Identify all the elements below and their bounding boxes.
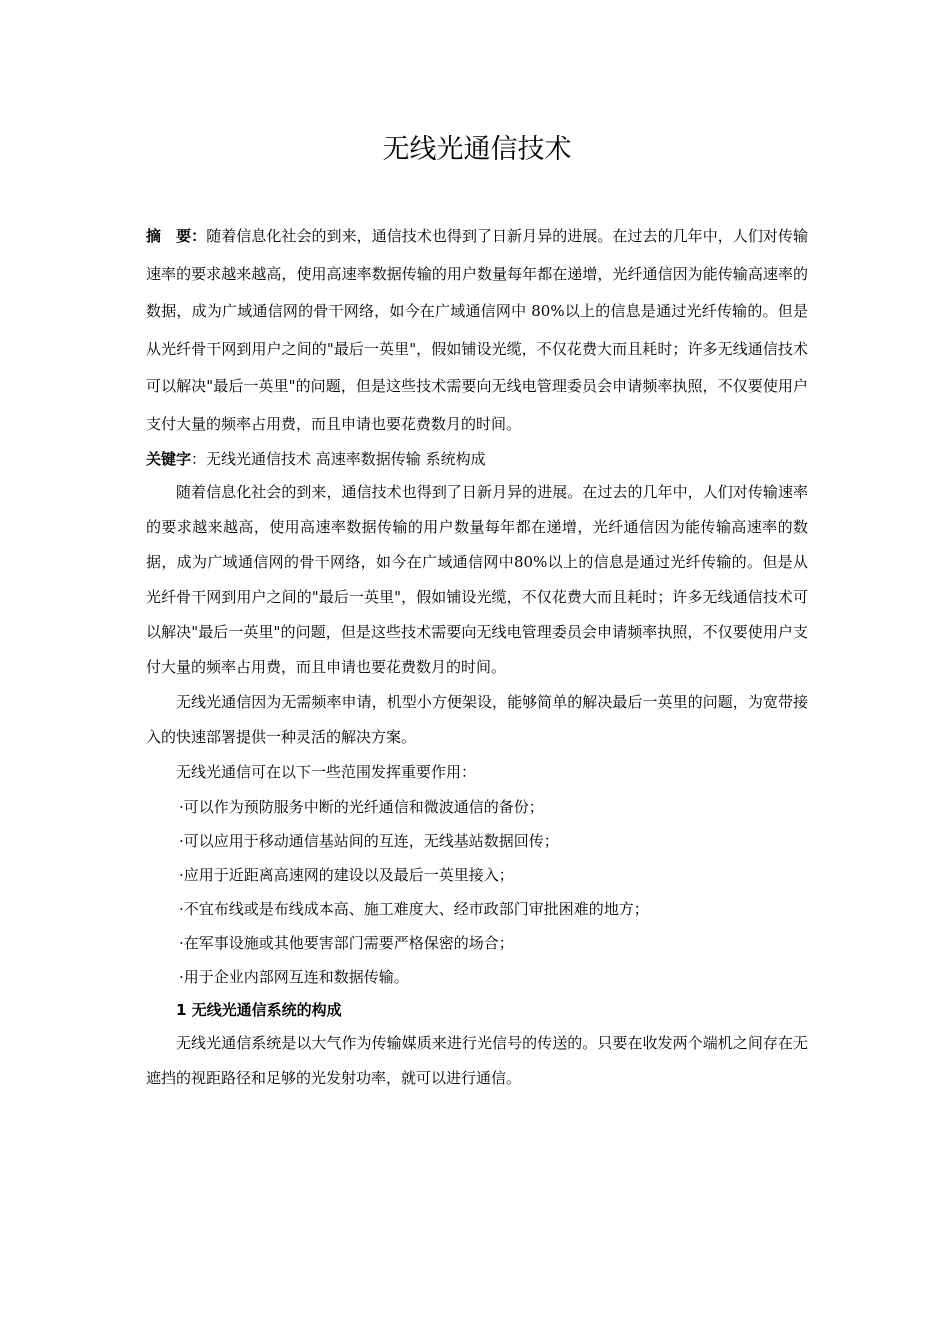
list-item: ·可以应用于移动通信基站间的互连，无线基站数据回传； bbox=[179, 832, 559, 850]
abstract-text: 随着信息化社会的到来，通信技术也得到了日新月异的进展。在过去的几年中，人们对传输速率的要求越来越高，使用高速率数据传输的用户数量每年都在递增，光纤通信因为能传输高速率的数据，成为广域通信网的骨干网络，如今在广域通信网中 80%以上的信息是通过光纤传输的。但是从光纤骨干网到用户之间的"最后一英里"，假如铺设光缆，不仅花费大而且耗时；许多无线通信技术可以解决"最后一英里"的问题，但是这些技术需要向无线电管理委员会申请频率执照，不仅要使用户支付大量的频率占用费，而且申请也要花费数月的时间。 bbox=[146, 227, 808, 433]
abstract bbox=[146, 218, 808, 443]
list-item: ·在军事设施或其他要害部门需要严格保密的场合； bbox=[179, 934, 514, 952]
document-body bbox=[146, 218, 808, 1096]
intro-paragraph: 随着信息化社会的到来，通信技术也得到了日新月异的进展。在过去的几年中，人们对传输速率的要求越来越高，使用高速率数据传输的用户数量每年都在递增，光纤通信因为能传输高速率的数据，成为广域通信网的骨干网络，如今在广域通信网中80%以上的信息是通过光纤传输的。但是从光纤骨干网到用户之间的"最后一英里"，假如铺设光缆，不仅花费大而且耗时；许多无线通信技术可以解决"最后一英里"的问题，但是这些技术需要向无线电管理委员会申请频率执照，不仅要使用户支付大量的频率占用费，而且申请也要花费数月的时间。 bbox=[146, 483, 808, 676]
keywords-label: 关键字 bbox=[146, 450, 192, 468]
keywords-separator: ： bbox=[191, 450, 207, 468]
list-item: ·应用于近距离高速网的建设以及最后一英里接入； bbox=[179, 866, 514, 884]
advantage-paragraph: 无线光通信因为无需频率申请，机型小方便架设，能够简单的解决最后一英里的问题，为宽带接入的快速部署提供一种灵活的解决方案。 bbox=[146, 693, 808, 746]
applications-intro: 无线光通信可在以下一些范围发挥重要作用： bbox=[176, 763, 477, 781]
list-item: ·可以作为预防服务中断的光纤通信和微波通信的备份； bbox=[179, 798, 544, 816]
section-paragraph: 无线光通信系统是以大气作为传输媒质来进行光信号的传送的。只要在收发两个端机之间存在无遮挡的视距路径和足够的光发射功率，就可以进行通信。 bbox=[146, 1034, 808, 1087]
section-heading: 1 无线光通信系统的构成 bbox=[176, 1001, 342, 1019]
keywords bbox=[146, 443, 808, 475]
abstract-label: 摘 要： bbox=[146, 227, 207, 245]
list-item: ·不宜布线或是布线成本高、施工难度大、经市政部门审批困难的地方； bbox=[179, 900, 649, 918]
list-item: ·用于企业内部网互连和数据传输。 bbox=[179, 968, 409, 986]
keywords-text: 无线光通信技术 高速率数据传输 系统构成 bbox=[206, 450, 486, 468]
applications-list bbox=[146, 790, 808, 994]
document-title: 无线光通信技术 bbox=[382, 134, 572, 165]
